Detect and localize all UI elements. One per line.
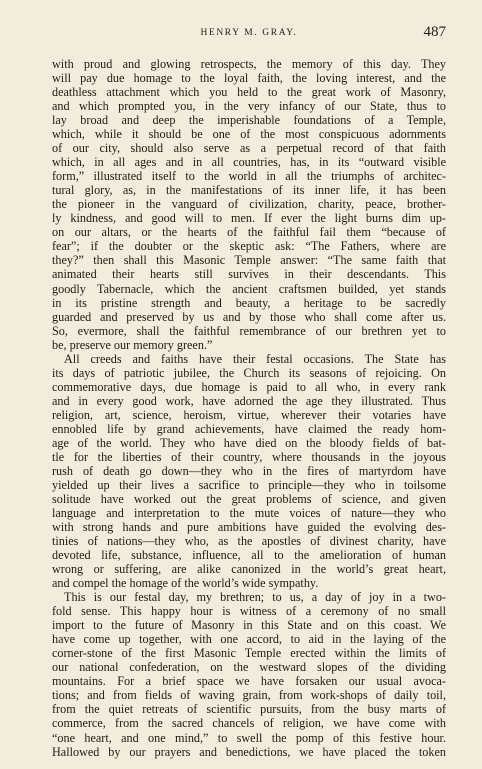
- text-line: ly kindness, and good will to men. If ever the light burns dim up-: [52, 211, 446, 226]
- text-line: our national confederation, on the westward slopes of the dividing: [52, 660, 446, 675]
- text-line: “one heart, and one mind,” to swell the pomp of this festive hour.: [52, 730, 446, 745]
- text-line: mountains. For a brief space we have forsaken our usual avoca-: [52, 674, 446, 689]
- text-line: devoted life, substance, influence, all to the amelioration of human: [52, 548, 446, 563]
- text-line: with strong hands and pure ambitions have guided the evolving des-: [52, 520, 446, 535]
- page-number: 487: [423, 24, 446, 40]
- text-line: with proud and glowing retrospects, the memory of this day. They: [52, 57, 446, 71]
- text-line: fear”; if the doubter or the skeptic ask: “The Fathers, where are: [52, 239, 446, 254]
- text-line: have come up together, with one accord, to aid in the laying of the: [52, 632, 446, 647]
- running-title: HENRY M. GRAY.: [200, 28, 298, 38]
- text-line: will pay due homage to the loyal faith, the loving interest, and the: [52, 71, 446, 86]
- text-line: goodly Tabernacle, which the ancient craftsmen builded, yet stands: [52, 281, 446, 296]
- text-line: and compel the homage of the world’s wide sympathy.: [52, 576, 319, 591]
- body-text: [52, 57, 446, 759]
- text-line: tural glory, as, in the manifestations of its inner life, it has been: [52, 183, 446, 198]
- text-line: solitude have worked out the great problems of science, and given: [52, 491, 446, 506]
- text-line: and which prompted you, in the very infancy of our State, thus to: [52, 99, 446, 114]
- text-line: wrong or suffering, are alike canonized in the world’s great heart,: [52, 562, 446, 577]
- text-line: tions; and from fields of waving grain, from work-shops of daily toil,: [52, 688, 446, 703]
- text-line: on our altars, or the hearts of the faithful fail them “because of: [52, 225, 446, 240]
- text-line: guarded and preserved by us and by those who shall come after us.: [52, 309, 446, 324]
- text-line: corner-stone of the first Masonic Temple erected within the limits of: [52, 646, 446, 661]
- text-line: import to the future of Masonry in this State and on this coast. We: [52, 618, 446, 633]
- text-line: commerce, from the sacred chancels of religion, we have come with: [52, 716, 446, 731]
- text-line: in its pristine strength and beauty, a heritage to be sacredly: [52, 295, 446, 310]
- text-line: So, evermore, shall the faithful remembrance of our brethren yet to: [52, 323, 446, 338]
- text-line: deathless attachment which you held to the great work of Masonry,: [52, 85, 446, 100]
- text-line: form,” illustrated itself to the world in all the triumphs of architec-: [52, 169, 446, 184]
- text-line: of our city, should also serve as a perpetual record of that faith: [52, 141, 446, 156]
- text-line: fold sense. This happy hour is witness of a ceremony of no small: [52, 604, 446, 619]
- text-line: the pioneer in the vanguard of civilization, charity, peace, brother-: [52, 197, 446, 212]
- text-line: tle for the liberties of their country, where thousands in the joyous: [52, 449, 446, 464]
- text-line: All creeds and faiths have their festal occasions. The State has: [64, 351, 446, 366]
- text-line: age of the world. They who have died on the bloody fields of bat-: [52, 435, 446, 450]
- text-line: This is our festal day, my brethren; to us, a day of joy in a two-: [64, 590, 446, 605]
- text-line: from the quiet retreats of scientific pursuits, from the busy marts of: [52, 702, 446, 717]
- text-line: rush of death go down—they who in the fires of martyrdom have: [52, 463, 446, 478]
- text-line: tinies of nations—they who, as the apostles of divinest charity, have: [52, 534, 446, 549]
- text-line: and in every good work, have adorned the age they illustrated. Thus: [52, 393, 446, 408]
- text-line: yielded up their lives a sacrifice to principle—they who in toilsome: [52, 477, 446, 492]
- text-line: its days of patriotic jubilee, the Church its seasons of rejoicing. On: [52, 365, 446, 380]
- text-line: which, while it should be one of the most conspicuous adornments: [52, 127, 446, 142]
- text-line: be, preserve our memory green.”: [52, 337, 213, 352]
- text-line: Hallowed by our prayers and benedictions, we have placed the token: [52, 744, 446, 759]
- running-head: [52, 26, 446, 42]
- text-line: religion, art, science, heroism, virtue, wherever their votaries have: [52, 407, 446, 422]
- text-line: they?” then shall this Masonic Temple answer: “The same faith that: [52, 253, 446, 268]
- text-line: lay broad and deep the imperishable foundations of a Temple,: [52, 113, 446, 128]
- text-line: which, in all ages and in all countries, has, in its “outward visible: [52, 155, 446, 170]
- text-line: ennobled life by grand achievements, have claimed the ready hom-: [52, 421, 446, 436]
- text-line: language and interpretation to the mute voices of nature—they who: [52, 506, 446, 520]
- text-line: animated their hearts still survives in their descendants. This: [52, 267, 446, 282]
- text-line: commemorative days, due homage is paid to all who, in every rank: [52, 379, 446, 394]
